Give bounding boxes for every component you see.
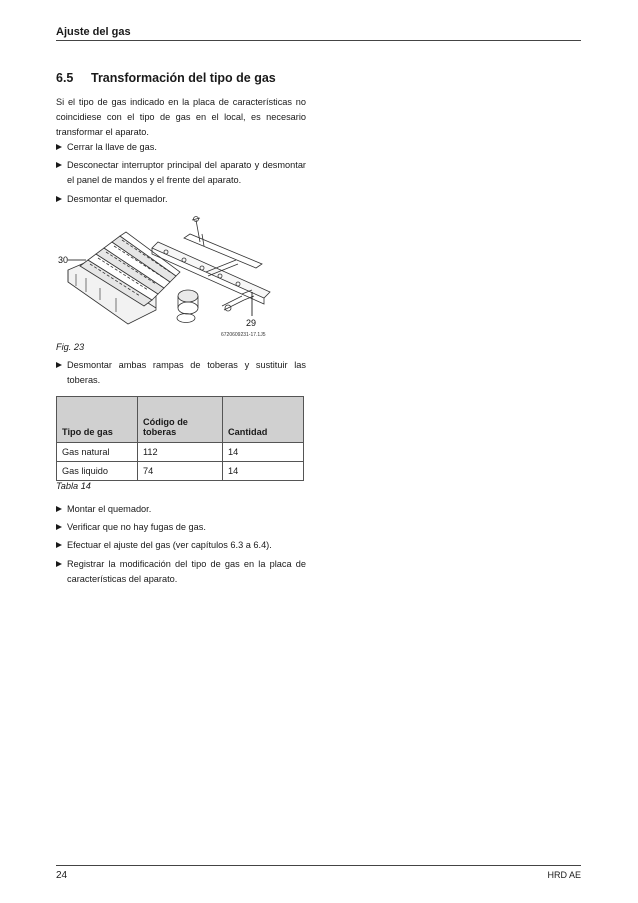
step-item: Desconectar interruptor principal del aparato y desmontar el panel de mandos y el frente del aparato.: [56, 158, 306, 188]
callout-29: 29: [246, 318, 257, 328]
column-header: Código de toberas: [138, 397, 223, 443]
section-heading: [56, 71, 276, 85]
step-item: Verificar que no hay fugas de gas.: [56, 520, 306, 535]
column-header: Cantidad: [223, 397, 304, 443]
table-cell: 74: [138, 462, 223, 481]
section-number: 6.5: [56, 71, 74, 85]
nozzle-table: [56, 396, 304, 481]
table-row: [57, 462, 304, 481]
step-item: Registrar la modificación del tipo de gas en la placa de características del aparato.: [56, 557, 306, 587]
page-number: 24: [56, 870, 68, 881]
section-title: Transformación del tipo de gas: [91, 71, 276, 85]
bullet-arrow-icon: [56, 542, 62, 548]
column-header: Tipo de gas: [57, 397, 138, 443]
step-item: Efectuar el ajuste del gas (ver capítulos 6.3 a 6.4).: [56, 538, 306, 553]
step-item: Desmontar ambas rampas de toberas y sustituir las toberas.: [56, 358, 306, 388]
bullet-arrow-icon: [56, 362, 62, 368]
burner-figure: [56, 212, 306, 342]
table-cell: Gas liquido: [57, 462, 138, 481]
bullet-arrow-icon: [56, 196, 62, 202]
table-cell: Gas natural: [57, 443, 138, 462]
step-list-1: [56, 140, 306, 207]
bullet-arrow-icon: [56, 144, 62, 150]
bullet-arrow-icon: [56, 561, 62, 567]
bullet-arrow-icon: [56, 506, 62, 512]
table-row: [57, 443, 304, 462]
header-divider: [56, 40, 581, 41]
table-cell: 14: [223, 462, 304, 481]
burner-illustration: [56, 212, 306, 342]
table-caption: Tabla 14: [56, 481, 91, 491]
figure-reference: 6720609231-17.1J5: [221, 332, 266, 338]
table-header-row: [57, 397, 304, 443]
model-name: HRD AE: [547, 870, 581, 880]
step-list-3: [56, 502, 306, 587]
step-item: Cerrar la llave de gas.: [56, 140, 306, 155]
table-cell: 14: [223, 443, 304, 462]
figure-caption: Fig. 23: [56, 342, 85, 352]
step-list-2: [56, 358, 306, 388]
step-item: Desmontar el quemador.: [56, 192, 306, 207]
callout-30: 30: [58, 255, 69, 265]
bullet-arrow-icon: [56, 162, 62, 168]
intro-paragraph: Si el tipo de gas indicado en la placa de características no coincidiese con el tipo de gas en el local, es necesario transformar el aparato.: [56, 97, 306, 138]
table-cell: 112: [138, 443, 223, 462]
running-header: Ajuste del gas: [56, 26, 131, 38]
step-item: Montar el quemador.: [56, 502, 306, 517]
footer-divider: [56, 865, 581, 866]
bullet-arrow-icon: [56, 524, 62, 530]
